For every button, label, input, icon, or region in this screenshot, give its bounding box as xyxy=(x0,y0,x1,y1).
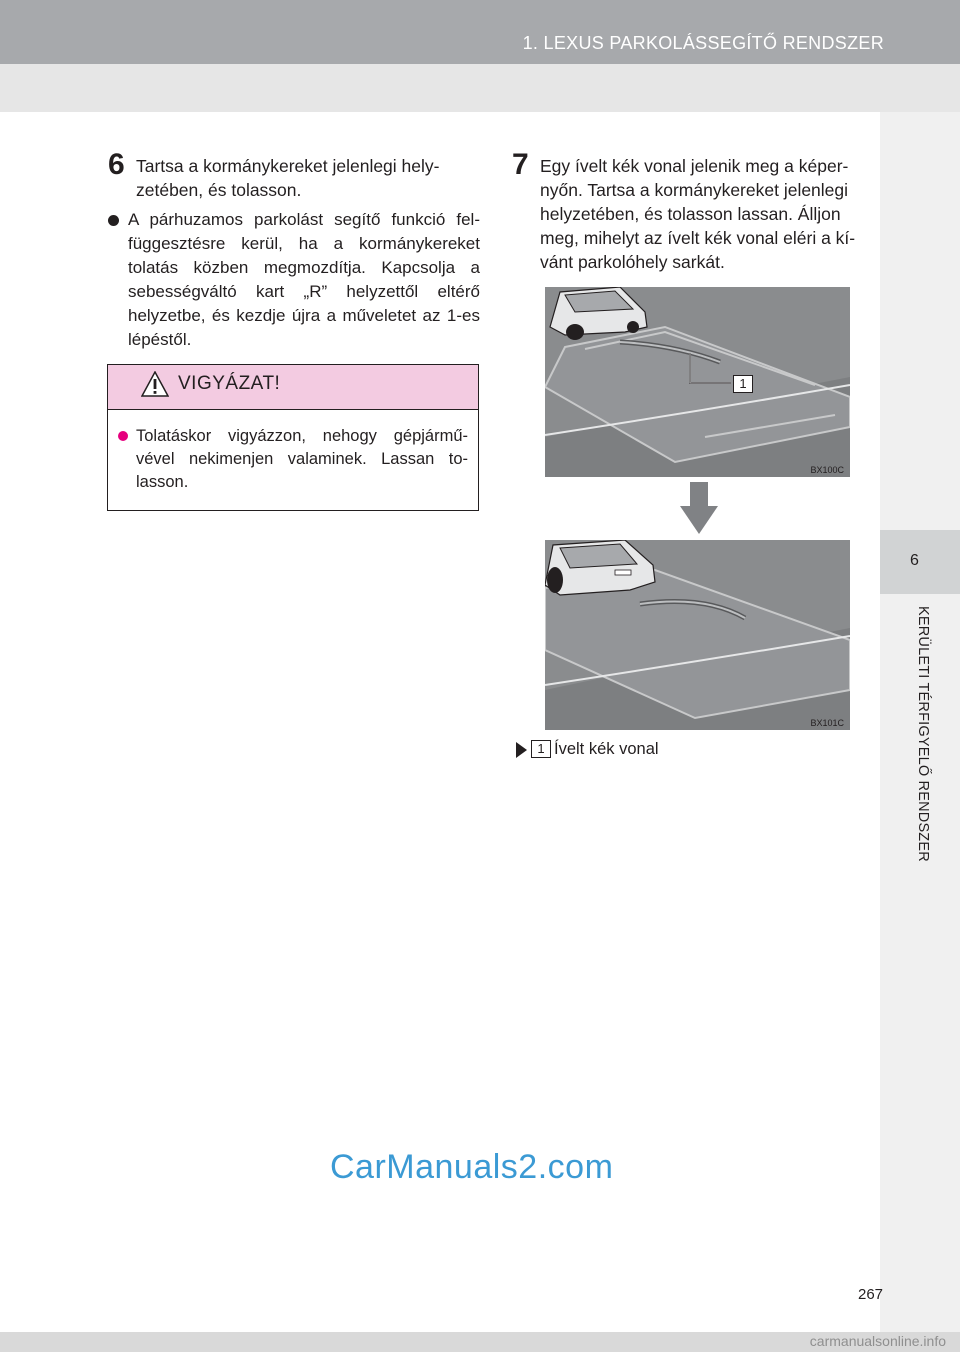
step-number: 7 xyxy=(512,148,529,181)
chapter-title: KERÜLETI TÉRFIGYELŐ RENDSZER xyxy=(915,606,931,862)
page-number: 267 xyxy=(858,1286,884,1303)
step-6 xyxy=(108,148,480,202)
legend-callout-label: 1 xyxy=(531,740,551,758)
legend-text: Ívelt kék vonal xyxy=(554,740,659,758)
step-number: 6 xyxy=(108,148,125,181)
camera-view-figure-1 xyxy=(545,287,850,477)
arrow-down-icon xyxy=(680,482,718,534)
caution-title: VIGYÁZAT! xyxy=(178,373,281,394)
camera-view-illustration xyxy=(545,540,850,730)
caution-header xyxy=(108,365,478,410)
note-text: A párhuzamos parkolást segítő funkció fel-függesztésre kerül, ha a kormánykereket tolatás közben megmozdítja. Kapcsolja a sebességváltó kart „R” helyzettől eltérő helyzetbe, és kezdje újra a műveletet az 1-es lépéstől. xyxy=(128,210,480,349)
watermark: CarManuals2.com xyxy=(330,1148,614,1186)
note-bullet xyxy=(108,208,480,352)
caution-body xyxy=(118,425,468,494)
step-text: Egy ívelt kék vonal jelenik meg a képer-nyőn. Tartsa a kormánykereket jelenlegi helyzetében, és tolasson lassan. Álljon meg, mihelyt az ívelt kék vonal eléri a kí-vánt parkolóhely sarkát. xyxy=(540,156,856,272)
page-header xyxy=(0,0,960,112)
header-band xyxy=(0,0,960,64)
callout-label: 1 xyxy=(733,375,753,393)
caution-text: Tolatáskor vigyázzon, nehogy gépjármű-vével nekimenjen valaminek. Lassan to-lasson. xyxy=(136,427,468,491)
figure-code: BX100C xyxy=(810,465,844,475)
arrow-right-icon xyxy=(516,742,527,758)
figure-code: BX101C xyxy=(810,718,844,728)
footer-watermark: carmanualsonline.info xyxy=(809,1333,946,1349)
warning-triangle-icon xyxy=(141,371,169,397)
step-text: Tartsa a kormánykereket jelenlegi hely-zetében, és tolasson. xyxy=(136,156,440,200)
caution-box xyxy=(107,364,479,511)
chapter-number: 6 xyxy=(910,552,919,569)
camera-view-illustration xyxy=(545,287,850,477)
camera-view-figure-2 xyxy=(545,540,850,730)
caution-bullet-icon xyxy=(118,431,128,441)
step-7 xyxy=(512,148,882,274)
footer-watermark-bar xyxy=(0,1332,960,1352)
bullet-dot-icon xyxy=(108,215,119,226)
section-title: 1. LEXUS PARKOLÁSSEGÍTŐ RENDSZER xyxy=(522,33,884,53)
chapter-tab[interactable] xyxy=(880,530,960,594)
